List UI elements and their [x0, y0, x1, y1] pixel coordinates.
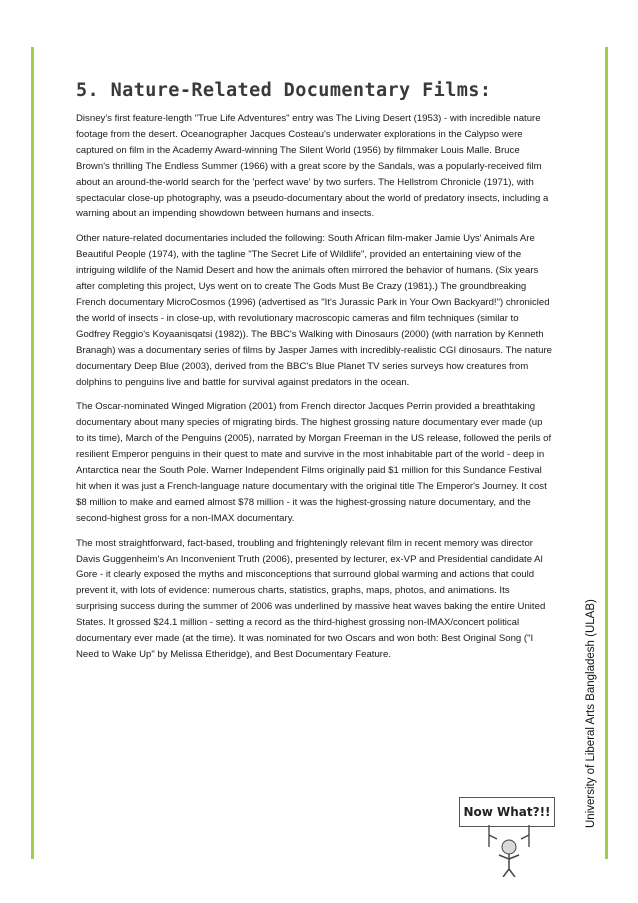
paragraph-1: Disney's first feature-length "True Life Adventures" entry was The Living Desert (1953) - with incredible nature footage from the desert. Oceanographer Jacques Costeau's underwater explorations in the Calypso were captured on film in the Academy Award-winning The Silent World (1956) by filmmaker Louis Malle. Bruce Brown's thrilling The Endless Summer (1966) with a great score by the Sandals, was a popularly-received film about an around-the-world search for the 'perfect wave' by two surfers. The Hellstrom Chronicle (1971), with spectacular close-up photography, was a pseudo-documentary about the world of predatory insects, including a warning about an impending showdown between humans and insects.	[76, 113, 549, 220]
cartoon-caption: Now What?!!	[459, 797, 555, 827]
right-border-rule	[605, 47, 608, 859]
paragraph-4: The most straightforward, fact-based, troubling and frighteningly relevant film in recent memory was director Davis Guggenheim's An Inconvenient Truth (2006), presented by lecturer, ex-VP and Presidential candidate Al Gore - it clearly exposed the myths and misconceptions that surround global warming and actions that could prevent it, with lots of evidence: numerous charts, statistics, graphs, maps, photos, and animations. Its surprising success during the summer of 2006 was underlined by massive heat waves baking the entire United States. It grossed $24.1 million - setting a record as the third-highest grossing non-IMAX/concert political documentary ever made (at the time). It was nominated for two Oscars and won both: Best Original Song ("I Need to Wake Up" by Melissa Etheridge), and Best Documentary Feature.	[76, 537, 546, 660]
paragraph-2: Other nature-related documentaries included the following: South African film-maker Jamie Uys' Animals Are Beautiful People (1974), with the tagline "The Secret Life of Wildlife", provided an entertaining view of the intriguing wildlife of the Namid Desert and how the animals often mirrored the behavior of humans. (Six years after completing this project, Uys went on to create The Gods Must Be Crazy (1981).) The groundbreaking French documentary MicroCosmos (1996) (advertised as "It's Jurassic Park in Your Own Backyard!") chronicled the world of insects - in close-up, with revolutionary macroscopic cameras and film techniques (similar to Godfrey Reggio's Koyaanisqatsi (1982)). The BBC's Walking with Dinosaurs (2000) (with narration by Kenneth Branagh) was a documentary series of films by Jasper James with incredibly-realistic CGI dinosaurs. The nature documentary Deep Blue (2003), derived from the BBC's Blue Planet TV series surveys how creatures from dolphins to penguins live and battle for survival against predators in the ocean.	[76, 233, 552, 388]
paragraph-3: The Oscar-nominated Winged Migration (2001) from French director Jacques Perrin provided a breathtaking documentary about many species of migrating birds. The highest grossing nature documentary ever made (up to its time), March of the Penguins (2005), narrated by Morgan Freeman in the US release, followed the perils of resilient Emperor penguins in their quest to mate and survive in the most inhabitable part of the world - deep in Antarctica near the South Pole. Warner Independent Films originally paid $1 million for this Sundance Festival hit when it was just a French-language nature documentary with the original title The Emperor's Journey. It cost $8 million to make and earned almost $78 million - it was the highest-grossing nature documentary, and the second-highest gross for a non-IMAX documentary.	[76, 401, 552, 524]
institution-label: University of Liberal Arts Bangladesh (ULAB)	[585, 599, 597, 828]
cartoon-figure-icon	[459, 825, 559, 877]
main-content	[76, 80, 552, 672]
now-what-cartoon	[459, 797, 559, 877]
left-border-rule	[31, 47, 34, 859]
section-title: 5. Nature-Related Documentary Films:	[76, 80, 492, 101]
